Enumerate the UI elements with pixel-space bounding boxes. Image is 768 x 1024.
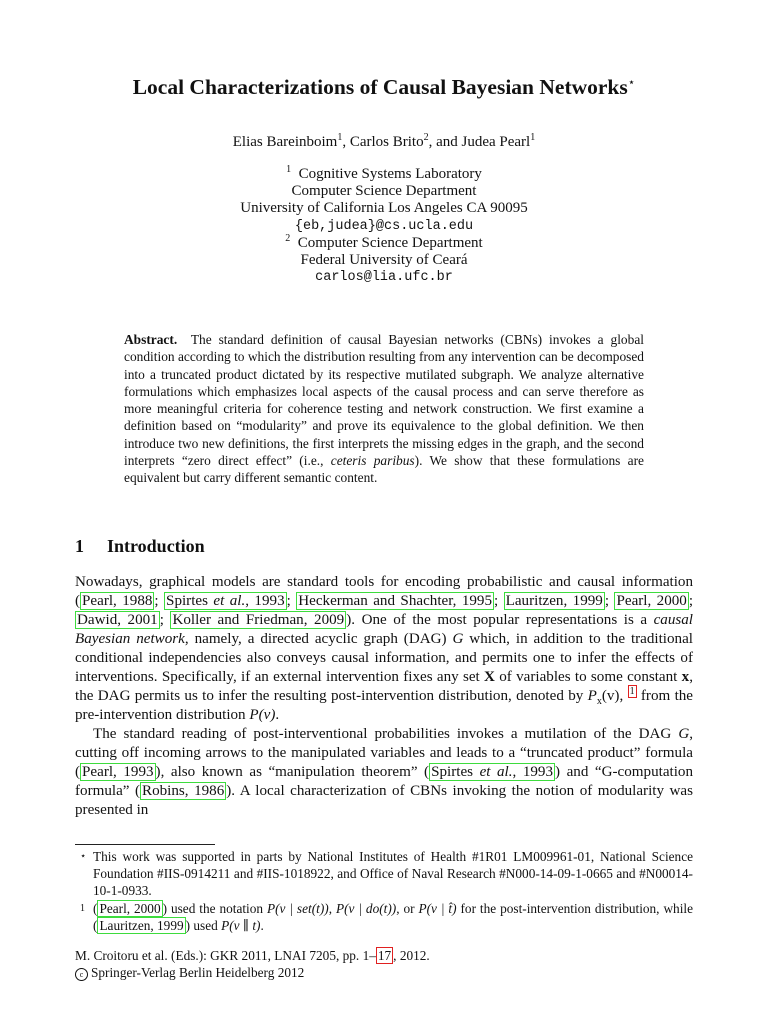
paragraph [75,573,693,725]
citation-link[interactable]: Pearl, 2000 [616,593,687,609]
footnote-text: . [260,917,264,933]
text-run: ; [154,593,165,609]
affiliation-line: Federal University of Ceará [300,252,468,269]
affiliation-line [100,166,668,183]
text-italic: causal Bayesian network [75,612,694,647]
citation-link[interactable]: Heckerman and Shachter, 1995 [298,593,493,609]
text-run: from the pre-intervention distribution [75,688,694,723]
paper-title [40,73,728,101]
abstract [124,331,644,487]
footnote-mark: 1 [80,902,85,914]
copyright-text: Springer-Verlag Berlin Heidelberg 2012 [91,965,305,981]
citation-text: , 1993 [245,593,285,609]
author-affil-mark: 1 [530,132,536,143]
citation-text: Spirtes [431,764,480,780]
copyright-line [75,964,693,981]
footnote-funding [75,848,693,900]
text-run: , cutting off incoming arrows to the manipulated variables and leads to a “truncated product” formula ( [75,726,693,780]
section-title: Introduction [107,536,205,556]
text-run: The standard reading of post-interventional probabilities invokes a mutilation of the DAG [93,726,679,742]
math-symbol: G [452,631,464,647]
math-symbol: x [681,669,690,685]
math-symbol: P [587,688,597,704]
footnote-text: for the post-intervention distribution, while ( [93,900,693,933]
text-run: ; [688,593,694,609]
citation-link[interactable]: Dawid, 2001 [77,612,158,628]
author-affil-mark: 1 [337,132,343,143]
affiliations [100,166,668,286]
introduction-body [75,573,693,820]
math-symbol: P(v | t̂) [418,900,457,916]
publication-info [75,947,693,981]
text-run: ; [604,593,615,609]
footnote-text: ) used [185,917,222,933]
text-run: , [619,688,628,704]
text-run: ), also known as “manipulation theorem” ( [155,764,430,780]
abstract-label: Abstract. [124,332,178,347]
text-run: of variables to some constant [494,669,682,685]
publication-text: , 2012. [393,948,430,963]
math-symbol: P(v | do(t)) [335,900,397,916]
paragraph [75,725,693,820]
citation-link[interactable]: Pearl, 1993 [82,764,154,780]
citation-link[interactable] [164,592,287,610]
text-run: Nowadays, graphical models are standard tools for encoding probabilistic and causal information ( [75,574,693,609]
footnote-text: used the notation [167,900,267,916]
affiliation-email[interactable]: carlos@lia.ufc.br [315,270,453,286]
text-run: . [275,707,280,723]
affiliation-text: Computer Science Department [297,234,483,251]
author-separator: , and [428,134,462,150]
citation-link[interactable]: Pearl, 1988 [82,593,153,609]
affiliation-line: University of California Los Angeles CA 90095 [240,200,528,217]
footnote-link[interactable]: 1 [629,686,635,697]
text-run: which, in addition to the traditional conditional independencies also conveys causal information, and permits one to infer the effects of interventions. Specifically, if an external intervention fixes any set [75,631,693,685]
section-heading [75,535,205,557]
text-run: , namely, a directed acyclic graph (DAG) [184,631,453,647]
citation-text: , 1993 [512,764,554,780]
author-name: Carlos Brito [349,134,424,150]
abstract-text: The standard definition of causal Bayesian networks (CBNs) invokes a global condition according to which the distribution resulting from any intervention can be decomposed into a truncated product dictated by its respective mutilated subgraph. We analyze alternative formulations which emphasizes local aspects of the causal process and can serve therefore as more meaningful criteria for coherence testing and network construction. We first examine a definition based on “modularity” and prove its equivalence to the global definition. We then introduce two new definitions, the first interprets the missing edges in the graph, and the second interprets “zero direct effect” (i.e., [124,332,644,469]
affiliation-text: Cognitive Systems Laboratory [298,166,482,182]
section-number: 1 [75,536,84,556]
author-affil-mark: 2 [423,132,429,143]
citation-text: Spirtes [166,593,214,609]
text-run: , the DAG permits us to infer the resulting post-intervention distribution, denoted by [75,669,693,704]
affiliation-line [100,232,668,252]
citation-link[interactable]: Koller and Friedman, 2009 [172,612,345,628]
author-name: Elias Bareinboim [232,134,338,150]
citation-link[interactable]: Lauritzen, 1999 [99,917,184,933]
abstract-text: ). We show that these formulations are equivalent but carry different semantic content. [124,453,644,486]
footnote-notation: 1 ( Pearl, 2000 ) used the notation P(v | set(t)), P(v | do(t)), or P(v | t̂) for the post-intervention distribution, while ( Lauritzen, 1999 ) used P(v ∥ t). [80,900,693,933]
title-footnote-star: ⋆ [627,75,636,89]
author-name: Judea Pearl [461,134,531,150]
math-symbol: P(v ∥ t) [221,917,261,933]
math-symbol: P(v) [249,707,276,723]
title-text: Local Characterizations of Causal Bayesian Networks [132,75,628,99]
publication-line [75,947,693,964]
text-run: ). One of the most popular representations is a [346,612,654,628]
publication-text: M. Croitoru et al. (Eds.): GKR 2011, LNAI 7205, pp. 1– [75,948,376,963]
text-run: ) and “G-computation formula” ( [75,764,693,799]
footnote-text: , [328,900,336,916]
author-separator: , [342,134,350,150]
citation-link[interactable]: Robins, 1986 [142,783,225,799]
math-symbol: (v) [601,688,620,704]
citation-italic: et al. [213,593,246,609]
math-symbol: P(v | set(t)) [266,900,329,916]
affiliation-mark: 1 [286,164,292,175]
citation-link[interactable] [429,763,555,781]
text-run: ; [494,593,504,609]
text-run: ). A local characterization of CBNs invoking the notion of modularity was presented in [75,783,693,818]
affiliation-email[interactable]: {eb,judea}@cs.ucla.edu [294,218,474,234]
footnote-divider [75,844,215,845]
text-run: ; [286,593,297,609]
citation-link[interactable]: Pearl, 2000 [99,900,161,916]
footnote-mark: ⋆ [80,851,87,862]
citation-italic: et al. [479,764,513,780]
footnote-text: , or [396,900,419,916]
math-symbol: G [678,726,690,742]
math-symbol: X [484,669,495,685]
footnotes [75,848,693,934]
author-list [60,133,708,151]
text-run: ; [159,612,171,628]
affiliation-mark: 2 [285,232,291,244]
copyright-icon: c [75,968,88,981]
abstract-italic: ceteris paribus [330,453,415,469]
citation-link[interactable]: Lauritzen, 1999 [505,593,603,609]
math-subscript: x [596,696,602,708]
page-range-link[interactable]: 17 [377,948,392,963]
footnote-text: This work was supported in parts by National Institutes of Health #1R01 LM009961-01, National Science Foundation #IIS-0914211 and #IIS-1018922, and Office of Naval Research #N000-14-09-1-0665 and #N00014-10-1-0933. [93,849,693,899]
affiliation-line: Computer Science Department [291,183,477,200]
